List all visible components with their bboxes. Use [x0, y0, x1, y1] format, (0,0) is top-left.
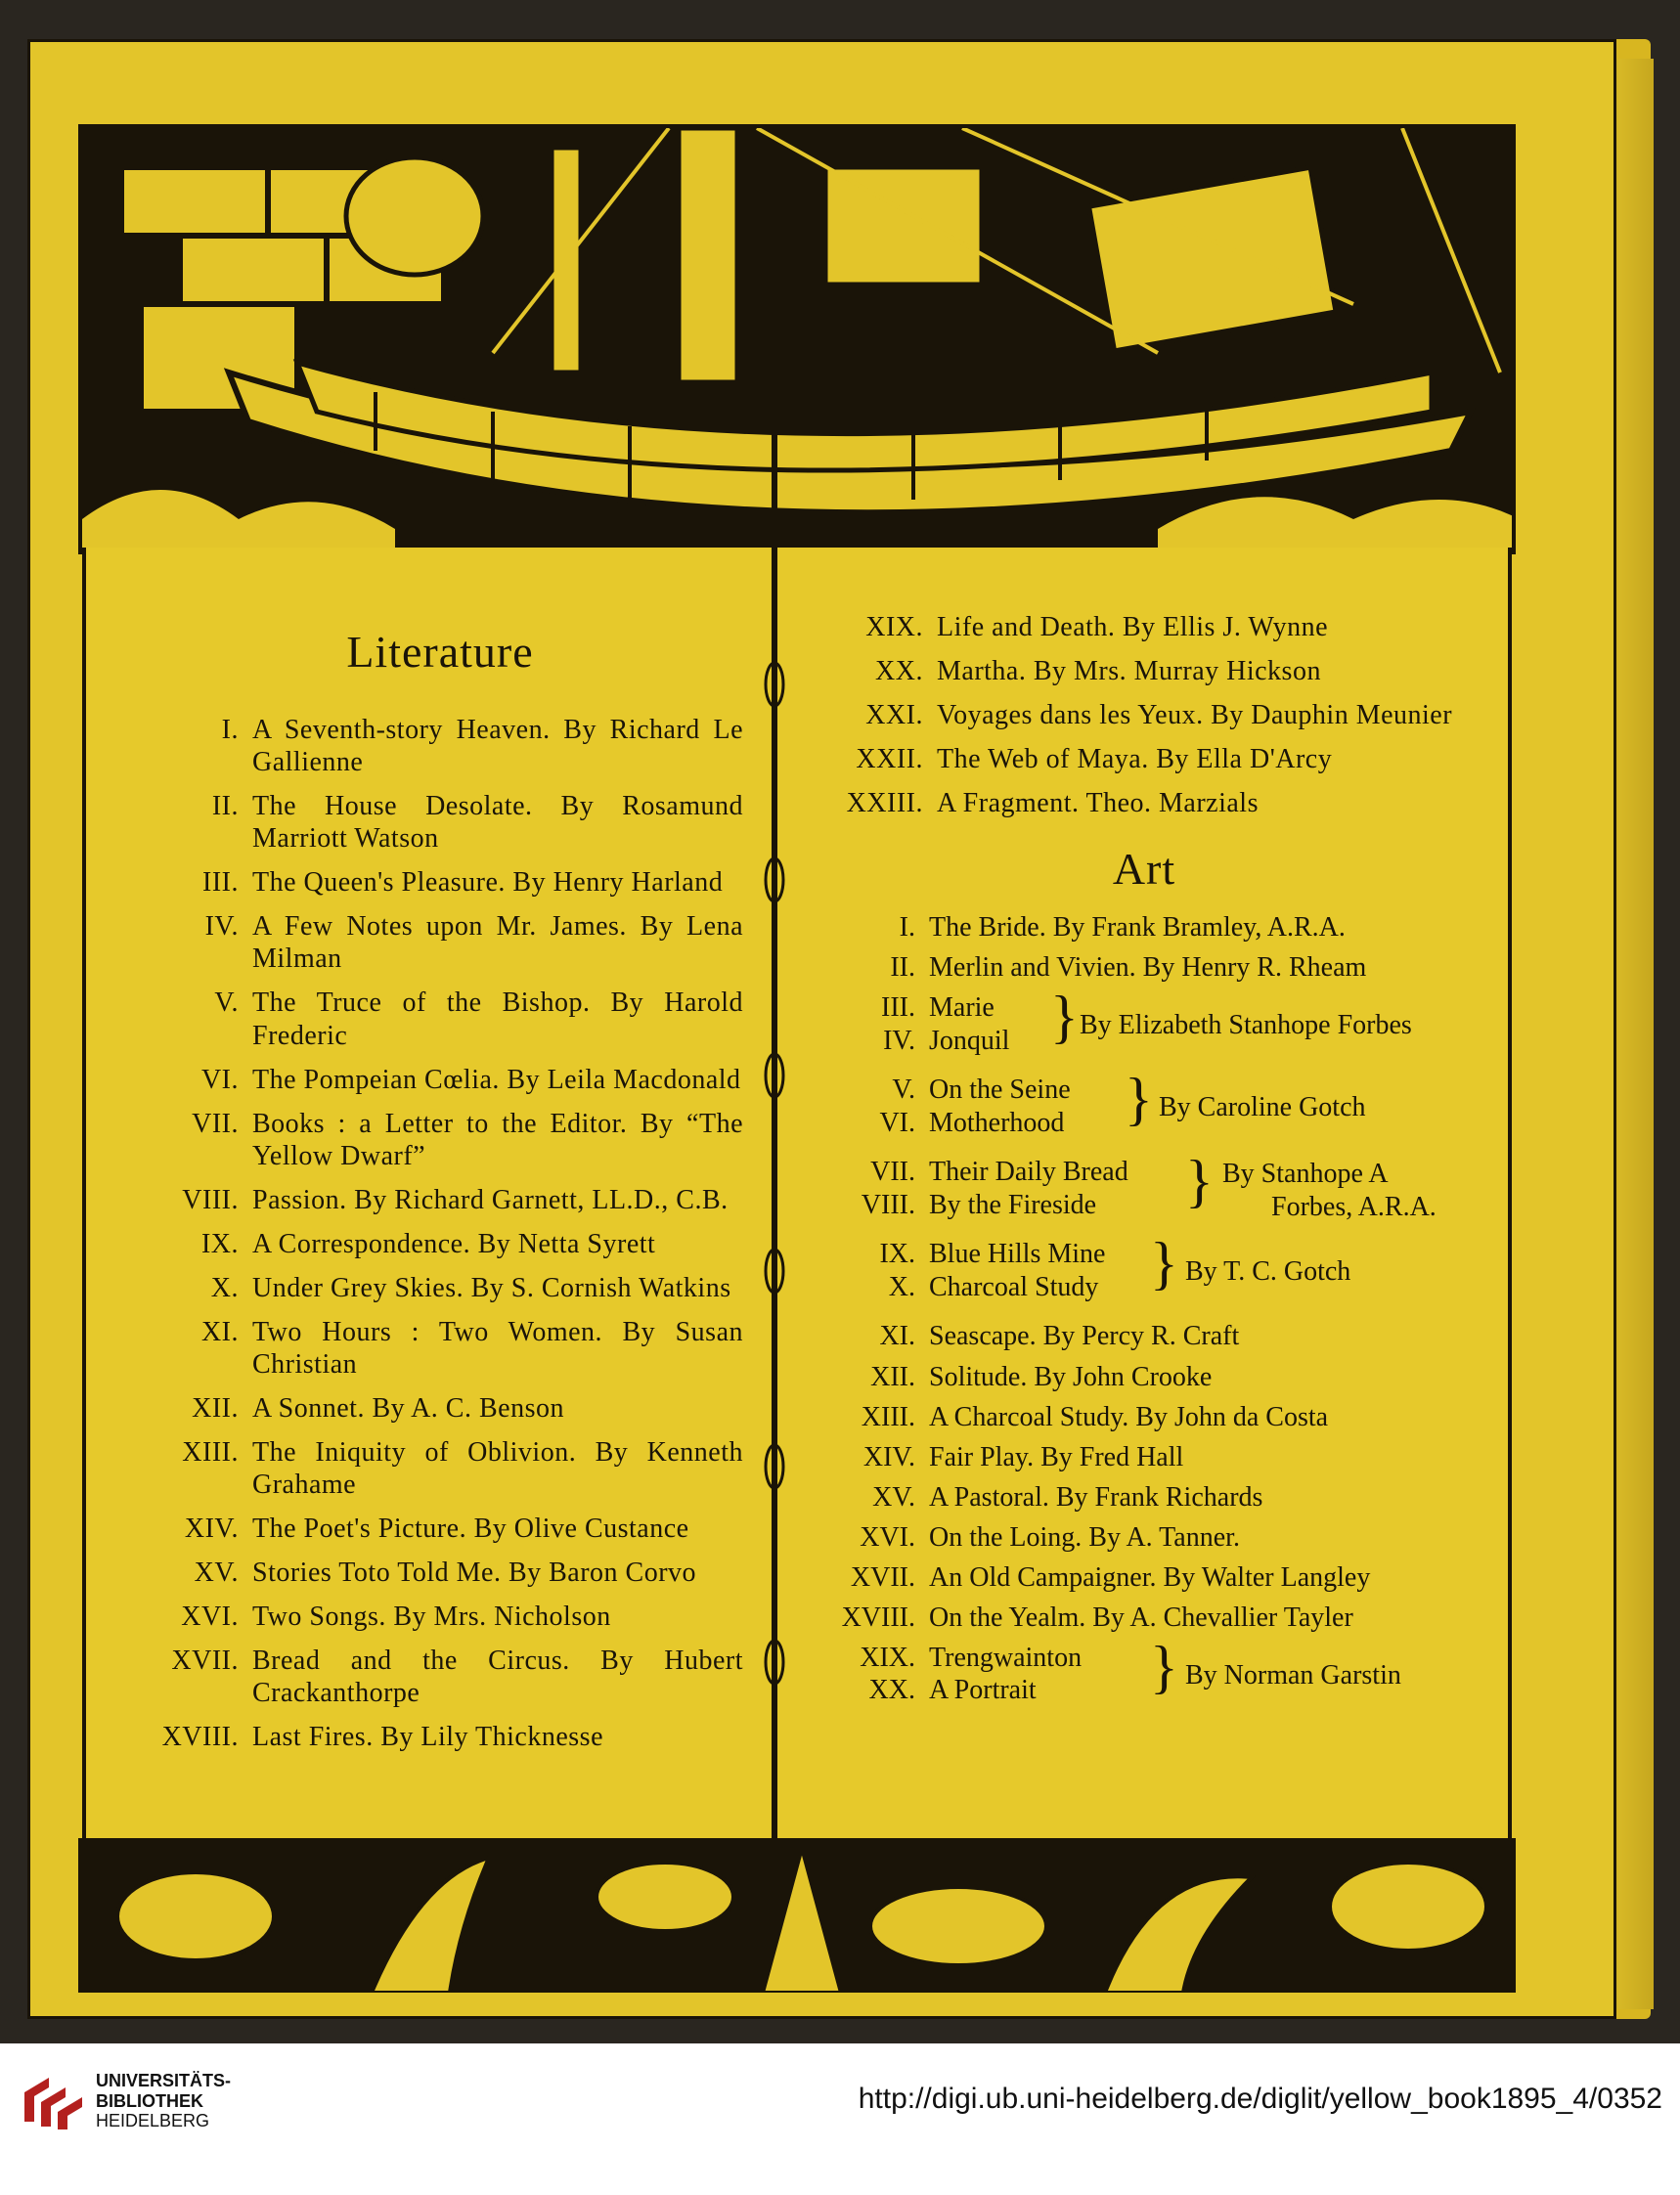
art-entry — [821, 1361, 1467, 1393]
entry-text: Passion. By Richard Garnett, LL.D., C.B. — [252, 1184, 729, 1215]
literature-entry — [137, 1064, 743, 1096]
literature-entry — [137, 1721, 743, 1753]
entry-text: The Web of Maya. By Ella D'Arcy — [937, 744, 1333, 775]
entry-number: XVIII. — [841, 1602, 915, 1633]
entry-text: Fair Play. By Fred Hall — [929, 1441, 1184, 1472]
right-column — [821, 611, 1467, 1724]
entry-number: XXII. — [856, 744, 923, 775]
literature-entry — [821, 611, 1467, 643]
art-group — [821, 1067, 1467, 1146]
entry-text: Charcoal Study — [929, 1271, 1099, 1302]
group-credit: By Elizabeth Stanhope Forbes — [1080, 1010, 1412, 1041]
library-logo-icon — [20, 2073, 88, 2131]
art-entry — [821, 1602, 1467, 1634]
entry-number: II. — [211, 791, 239, 822]
entry-number: VI. — [200, 1064, 239, 1095]
literature-entry — [137, 1601, 743, 1633]
top-ship-illustration — [78, 124, 1516, 554]
entry-number: XVII. — [171, 1645, 239, 1676]
literature-entry — [137, 1228, 743, 1260]
entry-text: Stories Toto Told Me. By Baron Corvo — [252, 1557, 697, 1588]
literature-entry — [137, 1392, 743, 1425]
art-entry — [821, 1481, 1467, 1514]
entry-text: An Old Campaigner. By Walter Langley — [929, 1561, 1371, 1593]
entry-number: IX. — [879, 1239, 915, 1270]
art-entry — [821, 1271, 1467, 1303]
literature-column — [137, 626, 743, 1765]
literature-entry — [821, 655, 1467, 687]
anchor-chain-divider — [763, 391, 786, 1877]
entry-text: On the Yealm. By A. Chevallier Tayler — [929, 1602, 1353, 1633]
entry-number: VI. — [879, 1107, 915, 1138]
entry-text: A Fragment. Theo. Marzials — [937, 788, 1259, 819]
entry-number: X. — [210, 1272, 239, 1303]
art-entry — [821, 951, 1467, 984]
art-entry — [821, 1441, 1467, 1473]
art-group — [821, 1149, 1467, 1228]
literature-entry — [137, 790, 743, 855]
entry-text: The Queen's Pleasure. By Henry Harland — [252, 867, 724, 899]
entry-number: I. — [899, 912, 915, 944]
entry-number: XIX. — [860, 1642, 915, 1673]
entry-number: VIII. — [182, 1184, 239, 1215]
entry-number: XI. — [879, 1321, 915, 1352]
art-entry — [821, 911, 1467, 944]
entry-number: VIII. — [861, 1189, 915, 1220]
group-credit: By Caroline Gotch — [1159, 1092, 1366, 1123]
literature-entry — [137, 1272, 743, 1304]
entry-text: Jonquil — [929, 1025, 1010, 1056]
entry-number: XXIII. — [846, 788, 923, 819]
entry-number: XV. — [872, 1481, 915, 1513]
art-group — [821, 1231, 1467, 1310]
entry-text: Their Daily Bread — [929, 1157, 1128, 1188]
entry-number: XII. — [870, 1361, 915, 1392]
literature-entry — [137, 1557, 743, 1589]
group-credit: By Stanhope A — [1222, 1159, 1389, 1190]
literature-entry — [821, 699, 1467, 731]
literature-heading: Literature — [346, 627, 534, 677]
entry-text: Martha. By Mrs. Murray Hickson — [937, 656, 1321, 687]
brace-mark: } — [1150, 1634, 1178, 1699]
entry-number: III. — [202, 867, 239, 899]
entry-number: IV. — [883, 1025, 915, 1056]
entry-text: Bread and the Circus. By Hubert Crackanthorpe — [252, 1645, 743, 1709]
group-credit: Forbes, A.R.A. — [1271, 1192, 1437, 1223]
literature-entry — [137, 1436, 743, 1501]
entry-number: XVII. — [850, 1561, 915, 1593]
entry-text: The Truce of the Bishop. By Harold Frederic — [252, 988, 743, 1051]
entry-text: Life and Death. By Ellis J. Wynne — [937, 612, 1328, 642]
entry-text: A Portrait — [929, 1674, 1037, 1705]
entry-text: A Few Notes upon Mr. James. By Lena Milman — [252, 911, 743, 975]
entry-text: By the Fireside — [929, 1189, 1097, 1220]
entry-number: II. — [890, 952, 915, 984]
group-credit: By Norman Garstin — [1185, 1659, 1401, 1690]
literature-entry — [821, 787, 1467, 819]
entry-text: Marie — [929, 992, 995, 1024]
entry-number: V. — [892, 1075, 915, 1106]
entry-text: On the Seine — [929, 1075, 1071, 1106]
entry-number: XV. — [194, 1557, 239, 1588]
art-entry — [821, 1561, 1467, 1594]
literature-entry — [137, 1184, 743, 1216]
entry-text: A Pastoral. By Frank Richards — [929, 1481, 1263, 1513]
art-entry — [821, 1320, 1467, 1352]
lotus-woodcut-image — [78, 1838, 1516, 1993]
entry-number: XVI. — [181, 1601, 239, 1632]
entry-text: Trengwainton — [929, 1642, 1083, 1673]
entry-text: Two Songs. By Mrs. Nicholson — [252, 1601, 611, 1632]
entry-text: A Charcoal Study. By John da Costa — [929, 1401, 1329, 1432]
literature-entry — [137, 987, 743, 1051]
entry-number: XIII. — [182, 1436, 239, 1468]
entry-number: X. — [888, 1271, 915, 1302]
entry-text: The Iniquity of Oblivion. By Kenneth Grahame — [252, 1436, 743, 1500]
entry-number: XVI. — [860, 1521, 915, 1553]
entry-number: XIII. — [861, 1401, 915, 1432]
bottom-floral-illustration — [78, 1838, 1516, 1993]
literature-entry — [821, 743, 1467, 775]
brace-mark: } — [1185, 1149, 1214, 1214]
literature-entry — [137, 1645, 743, 1709]
ship-woodcut-image — [82, 128, 1516, 554]
entry-text: Under Grey Skies. By S. Cornish Watkins — [252, 1272, 731, 1303]
entry-text: Books : a Letter to the Editor. By “The Yellow Dwarf” — [252, 1108, 743, 1171]
entry-number: XII. — [192, 1392, 239, 1424]
literature-entry — [137, 714, 743, 778]
literature-entry — [137, 910, 743, 975]
entry-number: XX. — [875, 656, 923, 687]
entry-number: IX. — [200, 1228, 239, 1259]
library-name-line: HEIDELBERG — [96, 2111, 210, 2131]
entry-text: Solitude. By John Crooke — [929, 1361, 1213, 1392]
entry-number: XVIII. — [161, 1722, 239, 1753]
group-credit: By T. C. Gotch — [1185, 1256, 1351, 1288]
entry-text: The House Desolate. By Rosamund Marriott Watson — [252, 791, 743, 855]
art-heading: Art — [1112, 844, 1176, 895]
entry-text: The Pompeian Cœlia. By Leila Macdonald — [252, 1064, 741, 1095]
brace-mark: } — [1150, 1231, 1178, 1296]
literature-entry — [137, 1108, 743, 1172]
brace-mark: } — [1125, 1067, 1153, 1132]
entry-number: XX. — [868, 1674, 915, 1705]
entry-text: A Seventh-story Heaven. By Richard Le Gallienne — [252, 715, 743, 778]
library-name-line: BIBLIOTHEK — [96, 2090, 203, 2111]
entry-number: VII. — [870, 1157, 915, 1188]
entry-text: Seascape. By Percy R. Craft — [929, 1321, 1240, 1352]
entry-text: Two Hours : Two Women. By Susan Christian — [252, 1316, 743, 1380]
literature-entry — [137, 866, 743, 899]
literature-entry — [137, 1316, 743, 1381]
entry-number: XIV. — [184, 1513, 239, 1544]
entry-number: I. — [221, 715, 239, 746]
library-name-line: UNIVERSITÄTS- — [96, 2071, 232, 2090]
entry-number: XI. — [200, 1316, 239, 1347]
entry-text: Last Fires. By Lily Thicknesse — [252, 1722, 603, 1753]
entry-number: XIV. — [862, 1441, 915, 1472]
art-entry — [821, 1238, 1467, 1270]
art-entry — [821, 1521, 1467, 1554]
entry-number: III. — [881, 992, 915, 1024]
brace-mark: } — [1050, 985, 1079, 1050]
entry-number: IV. — [204, 911, 239, 943]
entry-text: A Sonnet. By A. C. Benson — [252, 1392, 564, 1424]
art-group — [821, 985, 1467, 1064]
entry-text: Merlin and Vivien. By Henry R. Rheam — [929, 952, 1367, 984]
entry-number: XIX. — [865, 612, 923, 642]
entry-number: XXI. — [865, 700, 923, 731]
art-entry — [821, 1401, 1467, 1433]
entry-text: Voyages dans les Yeux. By Dauphin Meunier — [937, 700, 1453, 731]
entry-text: Motherhood — [929, 1107, 1065, 1138]
literature-entry — [137, 1513, 743, 1545]
source-url-link[interactable]: http://digi.ub.uni-heidelberg.de/diglit/yellow_book1895_4/0352 — [858, 2083, 1662, 2115]
library-name — [96, 2071, 231, 2131]
entry-text: On the Loing. By A. Tanner. — [929, 1521, 1240, 1553]
entry-text: A Correspondence. By Netta Syrett — [252, 1228, 656, 1259]
art-group — [821, 1634, 1467, 1714]
digital-library-footer — [0, 2043, 1680, 2195]
entry-number: VII. — [192, 1108, 239, 1139]
entry-text: The Bride. By Frank Bramley, A.R.A. — [929, 912, 1346, 944]
entry-text: Blue Hills Mine — [929, 1239, 1106, 1270]
entry-text: The Poet's Picture. By Olive Custance — [252, 1513, 689, 1544]
entry-number: V. — [214, 988, 239, 1019]
